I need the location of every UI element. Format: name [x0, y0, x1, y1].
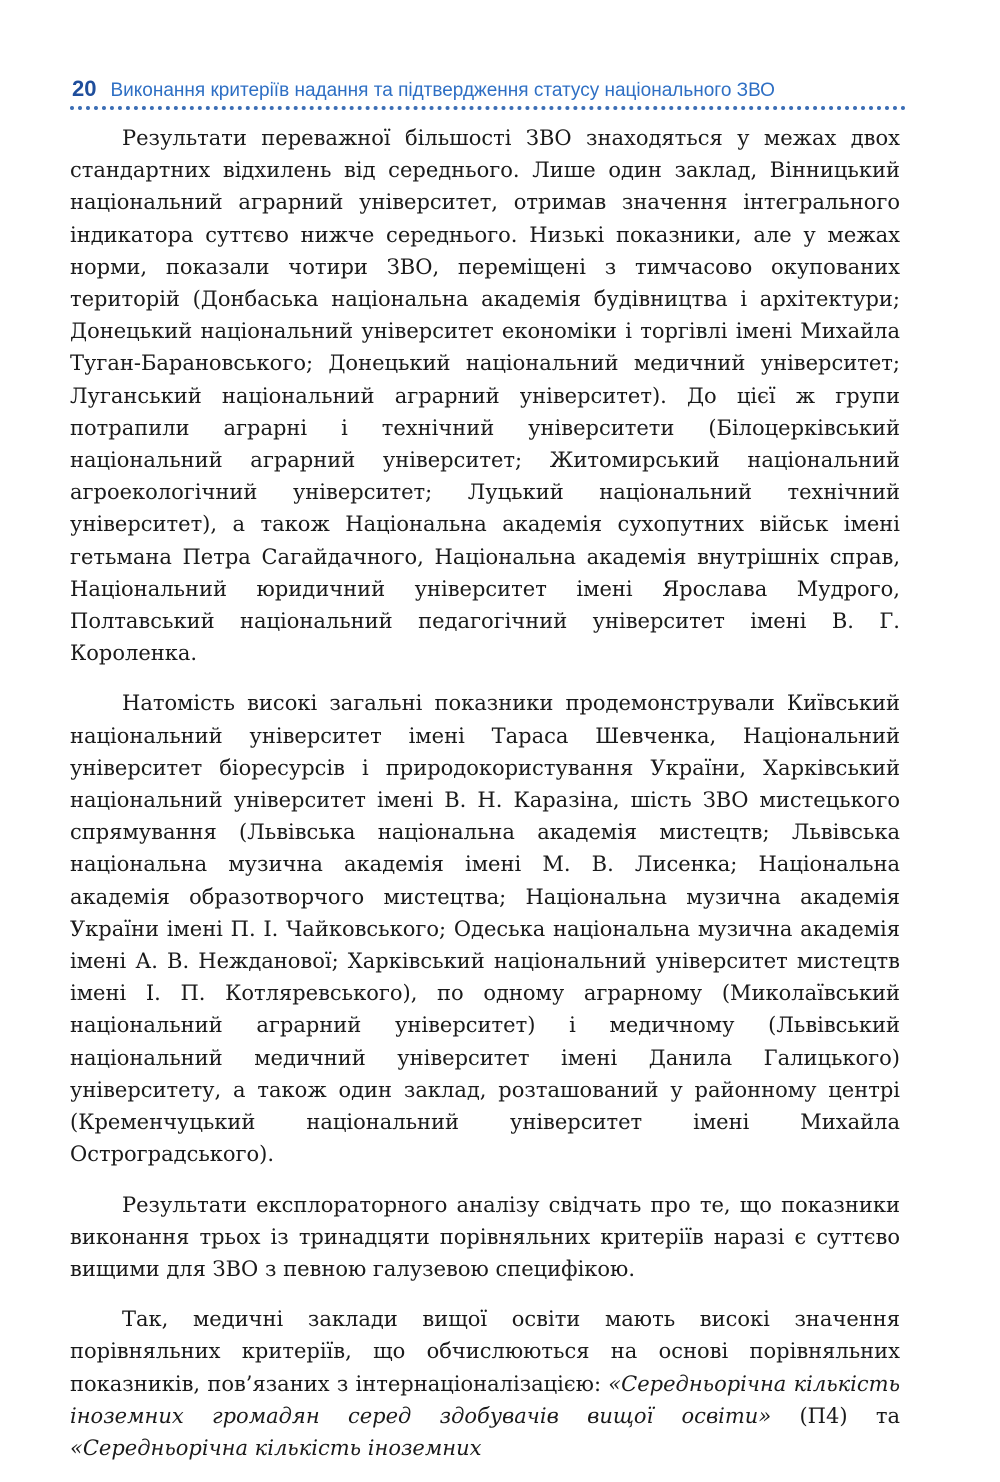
paragraph-2: Натомість високі загальні показники продемонстрували Київський національний університет імені Тараса Шевченка, Національний університет біоресурсів і природокористування України, Харківський національний університет імені В. Н. Каразіна, шість ЗВО мистецького спрямування (Львівська національна академія мистецтв; Львівська національна музична академія імені М. В. Лисенка; Національна академія образотворчого мистецтва; Національна музична академія України імені П. І. Чайковського; Одеська національна музична академія імені А. В. Нежданової; Харківський національний університет мистецтв імені І. П. Котляревського), по одному аграрному (Миколаївський національний аграрний університет) і медичному (Львівський національний медичний університет імені Данила Галицького) університету, а також один заклад, розташований у районному центрі (Кременчуцький національний університет імені Михайла Остроградського). [70, 691, 900, 1167]
paragraph-4-text-start: Так, медичні заклади вищої освіти мають високі значення порівняльних критеріїв, що обчислюються на основі порівняльних показників, пов’язаних з інтернаціоналізацією: [70, 1307, 900, 1396]
paragraph-3: Результати експлораторного аналізу свідчать про те, що показники виконання трьох із тринадцяти порівняльних критеріїв наразі є суттєво вищими для ЗВО з певною галузевою специфікою. [70, 1192, 900, 1281]
running-header [72, 76, 912, 106]
paragraph-4 [70, 1303, 900, 1464]
paragraph-4-text-mid: (П4) та [771, 1403, 900, 1428]
page-number: 20 [72, 76, 97, 101]
body-text [70, 122, 900, 1482]
paragraph-4-quote-2: «Середньорічна кількість іноземних [70, 1435, 482, 1460]
paragraph-1: Результати переважної більшості ЗВО знаходяться у межах двох стандартних відхилень від середнього. Лише один заклад, Вінницький національний аграрний університет, отримав значення інтегрального індикатора суттєво нижче середнього. Низькі показники, але у межах норми, показали чотири ЗВО, переміщені з тимчасово окупованих територій (Донбаська національна академія будівництва і архітектури; Донецький національний університет економіки і торгівлі імені Михайла Туган-Барановського; Донецький національний медичний університет; Луганський національний аграрний університет). До цієї ж групи потрапили аграрні і технічний університети (Білоцерківський національний аграрний університет; Житомирський національний агроекологічний університет; Луцький національний технічний університет), а також Національна академія сухопутних військ імені гетьмана Петра Сагайдачного, Національна академія внутрішніх справ, Національний юридичний університет імені Ярослава Мудрого, Полтавський національний педагогічний університет імені В. Г. Короленка. [70, 126, 900, 666]
paragraph-4-quote-1: «Середньорічна кількість іноземних громадян серед здобувачів вищої освіти» [70, 1371, 901, 1428]
header-title: Виконання критеріїв надання та підтвердження статусу національного ЗВО [110, 80, 775, 101]
header-divider [70, 106, 906, 110]
